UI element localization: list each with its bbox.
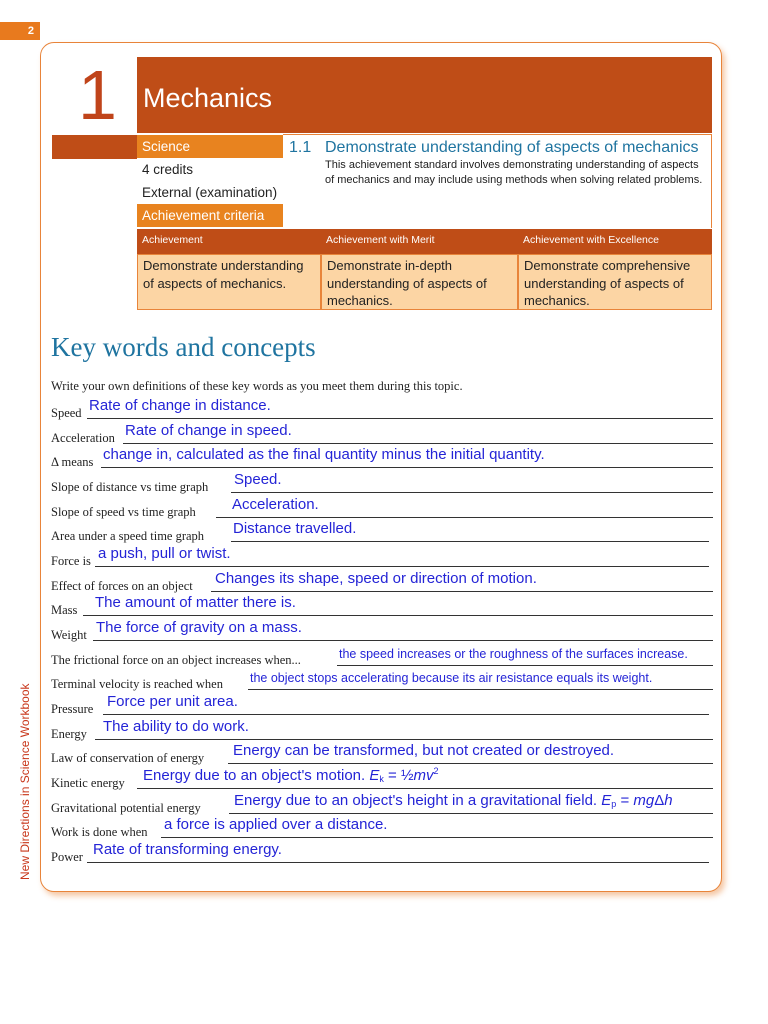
criteria-header-achievement: Achievement	[137, 229, 321, 254]
key-word-answer[interactable]	[234, 471, 282, 488]
key-word-label: Energy	[51, 727, 87, 741]
page-number: 2	[0, 22, 40, 40]
answer-line	[231, 492, 713, 493]
key-word-answer[interactable]	[339, 647, 688, 661]
chapter-title-bar	[137, 57, 712, 133]
key-word-label: Gravitational potential energy	[51, 801, 201, 815]
key-word-label: Law of conservation of energy	[51, 751, 205, 765]
key-word-label: Slope of speed vs time graph	[51, 505, 196, 519]
answer-text: Rate of change in distance.	[89, 397, 271, 414]
answer-text: Energy due to an object's motion.	[143, 767, 366, 784]
criteria-label: Achievement criteria	[137, 204, 283, 227]
answer-text: Rate of transforming energy.	[93, 841, 282, 858]
key-word-label: Pressure	[51, 702, 94, 716]
key-word-row	[51, 568, 713, 592]
answer-line	[101, 467, 713, 468]
credits-label: 4 credits	[137, 158, 283, 181]
answer-text: change in, calculated as the final quantity minus the initial quantity.	[103, 446, 545, 463]
standard-title: Demonstrate understanding of aspects of mechanics	[325, 139, 699, 156]
key-word-label: Work is done when	[51, 825, 148, 839]
key-word-label: Kinetic energy	[51, 776, 125, 790]
key-word-row	[51, 592, 713, 616]
answer-line	[248, 689, 713, 690]
key-word-answer[interactable]	[125, 422, 292, 439]
answer-text: the speed increases or the roughness of the surfaces increase.	[339, 647, 688, 661]
answer-line	[87, 862, 709, 863]
answer-line	[137, 788, 713, 789]
key-word-label: Speed	[51, 406, 82, 420]
key-words-intro: Write your own definitions of these key words as you meet them during this topic.	[51, 379, 463, 393]
answer-text: Energy can be transformed, but not created or destroyed.	[233, 742, 615, 759]
answer-line	[231, 541, 709, 542]
key-word-answer[interactable]	[103, 446, 545, 463]
key-word-label: Area under a speed time graph	[51, 529, 205, 543]
key-word-answer[interactable]	[96, 619, 302, 636]
key-word-row	[51, 444, 713, 468]
answer-line	[103, 714, 709, 715]
answer-text: The force of gravity on a mass.	[96, 619, 302, 636]
chapter-number: 1	[78, 56, 117, 134]
criteria-cell-merit: Demonstrate in-depth understanding of aspects of mechanics.	[321, 254, 518, 310]
key-word-answer[interactable]	[233, 520, 356, 537]
key-word-row	[51, 716, 713, 740]
answer-text: Distance travelled.	[233, 520, 357, 537]
key-word-row	[51, 814, 713, 838]
key-word-label: Effect of forces on an object	[51, 579, 193, 593]
key-word-row	[51, 790, 713, 814]
key-word-answer[interactable]	[103, 718, 249, 735]
key-word-row	[51, 839, 713, 863]
answer-line	[93, 640, 713, 641]
key-word-row	[51, 395, 713, 419]
answer-line	[83, 615, 713, 616]
answer-text: Acceleration.	[232, 496, 319, 513]
answer-text: Force per unit area.	[107, 693, 238, 710]
standard-number: 1.1	[289, 139, 312, 156]
answer-text: the object stops accelerating because its air resistance equals its weight.	[250, 671, 653, 685]
answer-formula: $E_k$ = $\frac{1}{2}mv^2$	[369, 766, 439, 784]
key-word-answer[interactable]	[215, 570, 537, 587]
title-bar-stub	[52, 135, 138, 159]
key-word-answer[interactable]	[234, 792, 673, 809]
answer-text: Speed.	[234, 471, 282, 488]
criteria-cell-excellence: Demonstrate comprehensive understanding of aspects of mechanics.	[518, 254, 712, 310]
answer-text: Rate of change in speed.	[125, 422, 292, 439]
key-word-row	[51, 469, 713, 493]
criteria-cell-achievement: Demonstrate understanding of aspects of mechanics.	[137, 254, 321, 310]
key-word-answer[interactable]	[232, 496, 319, 513]
answer-text: Changes its shape, speed or direction of motion.	[215, 570, 537, 587]
answer-line	[161, 837, 713, 838]
criteria-header-merit: Achievement with Merit	[321, 229, 518, 254]
key-word-answer[interactable]	[98, 545, 231, 562]
subject-label: Science	[137, 135, 283, 158]
assessment-label: External (examination)	[137, 181, 283, 204]
key-word-row	[51, 691, 713, 715]
key-word-row	[51, 765, 713, 789]
standard-description: This achievement standard involves demonstrating understanding of aspects of mechanics and may include using methods when solving related problems.	[325, 159, 703, 186]
key-word-answer[interactable]	[107, 693, 238, 710]
key-word-answer[interactable]	[164, 816, 387, 833]
answer-line	[95, 566, 709, 567]
key-word-answer[interactable]	[233, 742, 614, 759]
key-word-label: Terminal velocity is reached when	[51, 677, 223, 691]
key-word-row	[51, 518, 713, 542]
answer-text: The amount of matter there is.	[95, 594, 296, 611]
key-word-row	[51, 420, 713, 444]
key-word-row	[51, 494, 713, 518]
criteria-header-excellence: Achievement with Excellence	[518, 229, 712, 254]
key-word-label: Weight	[51, 628, 87, 642]
key-word-row	[51, 740, 713, 764]
key-word-label: Power	[51, 850, 83, 864]
answer-formula: $E_p = mg\Delta h$	[601, 792, 673, 809]
key-word-row	[51, 666, 713, 690]
key-words-heading: Key words and concepts	[51, 332, 316, 362]
answer-line	[228, 763, 713, 764]
key-word-label: Force is	[51, 554, 91, 568]
key-word-label: The frictional force on an object increases when...	[51, 653, 301, 667]
key-word-answer[interactable]	[143, 766, 438, 784]
key-word-label: Δ means	[51, 455, 94, 469]
answer-text: a force is applied over a distance.	[164, 816, 388, 833]
key-word-answer[interactable]	[95, 594, 296, 611]
chapter-title: Mechanics	[143, 83, 273, 113]
answer-line	[87, 418, 713, 419]
key-word-answer[interactable]	[89, 397, 271, 414]
key-word-label: Mass	[51, 603, 78, 617]
answer-text: Energy due to an object's height in a gravitational field.	[234, 792, 598, 809]
answer-text: a push, pull or twist.	[98, 545, 231, 562]
key-word-row	[51, 617, 713, 641]
key-word-label: Slope of distance vs time graph	[51, 480, 209, 494]
key-word-row	[51, 543, 713, 567]
key-word-answer[interactable]	[250, 671, 652, 685]
workbook-title-sidebar: New Directions in Science Workbook	[18, 683, 32, 880]
key-word-row	[51, 642, 713, 666]
key-word-label: Acceleration	[51, 431, 115, 445]
key-word-answer[interactable]	[93, 841, 282, 858]
answer-text: The ability to do work.	[103, 718, 249, 735]
